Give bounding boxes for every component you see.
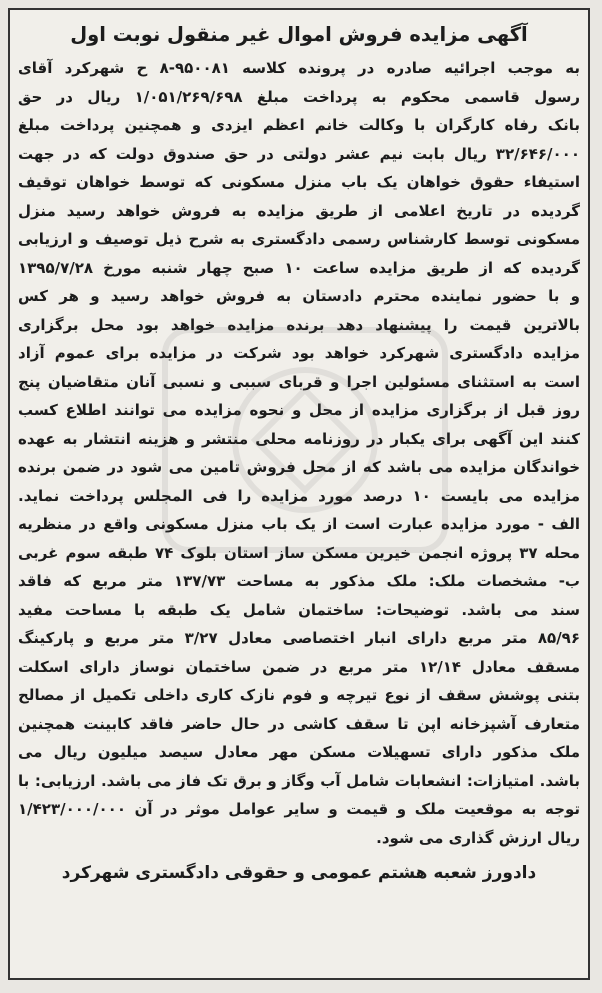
notice-line: ریال ارزش گذاری می شود.: [376, 828, 580, 847]
notice-line: به موجب اجرائیه صادره در پرونده کلاسه ۹۵۰۰۸۱-۸ ح شهرکرد آقای: [18, 59, 580, 77]
notice-line: ملک مذکور دارای تسهیلات مسکن مهر معادل سیصد میلیون ریال می: [18, 743, 580, 761]
notice-line: سند می باشد. توضیحات: ساختمان شامل یک طبقه با مساحت مفید: [18, 600, 580, 619]
notice-line: است به استثنای مسئولین اجرا و قربای سببی و نسبی آنان متقاضیان پنج: [18, 372, 580, 391]
notice-line: بتنی پوشش سقف از نوع تیرچه و فوم نازک کاری داخلی تکمیل از مصالح: [18, 686, 580, 704]
notice-line: محله ۳۷ پروژه انجمن خیرین مسکن ساز استان بلوک ۷۴ طبقه سوم غربی: [18, 543, 580, 562]
notice-line: بالاترین قیمت را پیشنهاد دهد برنده مزایده خواهد بود محل برگزاری: [18, 315, 580, 334]
notice-line: الف - مورد مزایده عبارت است از یک باب منزل مسکونی واقع در منظریه: [18, 515, 580, 533]
notice-line: ۳۲/۶۴۶/۰۰۰ ریال بابت نیم عشر دولتی در حق صندوق دولت که در جهت: [18, 144, 580, 163]
notice-line: مسکونی توسط کارشناس رسمی دادگستری به شرح ذیل توصیف و ارزیابی: [18, 230, 580, 248]
notice-line: بانک رفاه کارگران با وکالت خانم اعظم ایزدی و همچنین پرداخت مبلغ: [18, 116, 580, 134]
notice-line: مزایده می بایست ۱۰ درصد مورد مزایده را فی المجلس پرداخت نماید.: [18, 486, 580, 505]
notice-line: گردیده که از طریق مزایده ساعت ۱۰ صبح چهار شنبه مورخ ۱۳۹۵/۷/۲۸: [18, 258, 580, 277]
notice-line: ب- مشخصات ملک: ملک مذکور به مساحت ۱۳۷/۷۳ متر مربع که فاقد: [18, 572, 580, 590]
notice-line: رسول قاسمی محکوم به پرداخت مبلغ ۱/۰۵۱/۲۶۹/۶۹۸ ریال در حق: [18, 87, 580, 106]
notice-signature: دادورز شعبه هشتم عمومی و حقوقی دادگستری شهرکرد: [61, 863, 537, 883]
auction-notice: [8, 8, 590, 980]
notice-line: و با حضور نماینده محترم دادستان به فروش خواهد رسید و هر کس: [18, 287, 580, 305]
notice-line: ۸۵/۹۶ متر مربع دارای انبار اختصاصی معادل ۳/۲۷ متر مربع و پارکینگ: [18, 629, 580, 647]
notice-line: مزایده دادگستری شهرکرد خواهد بود شرکت در مزایده برای عموم آزاد: [18, 344, 580, 362]
notice-line: کنند این آگهی برای یکبار در روزنامه محلی منتشر و هزینه انتشار به عهده: [18, 429, 580, 448]
notice-line: توجه به موقعیت ملک و قیمت و سایر عوامل موثر در آن ۱/۴۲۳/۰۰۰/۰۰۰: [18, 800, 580, 818]
notice-line: روز قبل از برگزاری مزایده از محل و نحوه مزایده می توانند اطلاع کسب: [18, 401, 580, 419]
notice-title: آگهی مزایده فروش اموال غیر منقول نوبت اول: [70, 23, 528, 46]
notice-line: متعارف آشپزخانه اپن تا سقف کاشی در حال حاضر فاقد کابینت همچنین: [18, 714, 580, 733]
notice-line: استیفاء حقوق خواهان یک باب منزل مسکونی که توسط خواهان توقیف: [18, 173, 580, 191]
notice-line: مسقف معادل ۱۲/۱۴ متر مربع در ضمن ساختمان نوساز دارای اسکلت: [18, 657, 580, 676]
notice-line: گردیده در تاریخ اعلامی از طریق مزایده به فروش خواهد رسید منزل: [18, 201, 580, 220]
notice-body: [18, 54, 580, 852]
notice-line: خواندگان مزایده می باشد که از محل فروش تامین می شود در ضمن برنده: [18, 458, 580, 476]
notice-line: باشد. امتیازات: انشعابات شامل آب وگاز و برق تک فاز می باشد. ارزیابی: با: [18, 771, 580, 790]
